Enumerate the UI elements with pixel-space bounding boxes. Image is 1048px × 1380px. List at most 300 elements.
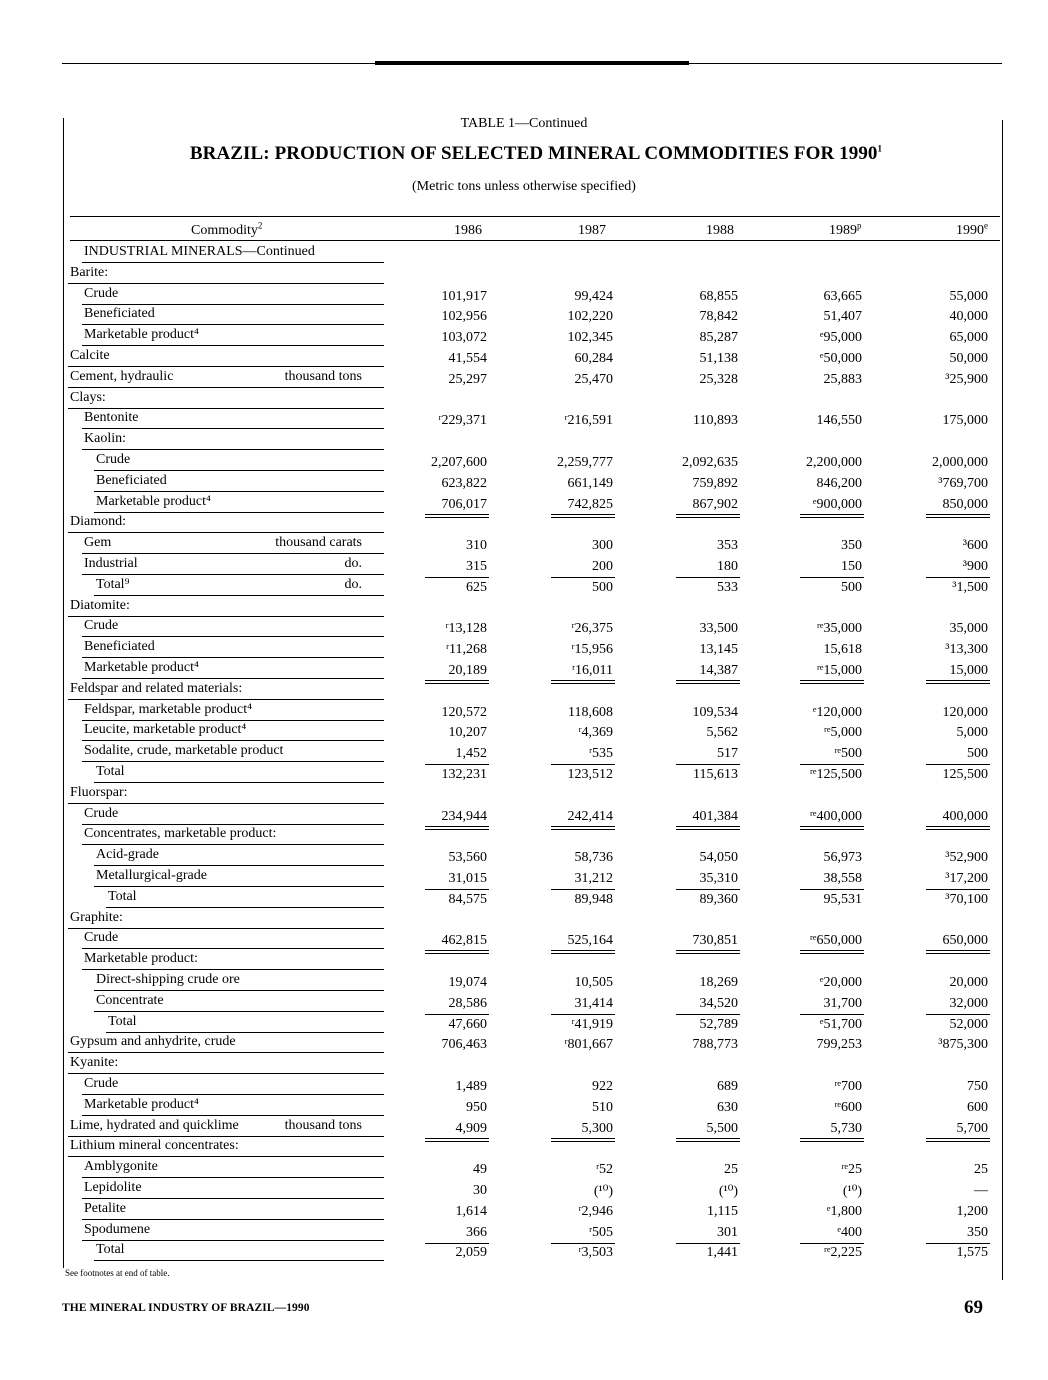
commodity-name: Feldspar, marketable product⁴: [84, 701, 252, 717]
commodity-name: Crude: [84, 805, 119, 821]
table-row: [0, 658, 1048, 678]
table-row: [0, 596, 1048, 616]
value-cell: ᵉ900,000: [812, 496, 862, 512]
value-cell: 922: [592, 1079, 613, 1094]
value-cell: ʳ13,128: [445, 621, 487, 637]
value-cell: ³13,300: [945, 642, 988, 658]
value-cell: 850,000: [942, 496, 988, 512]
value-cell: 600: [967, 1099, 988, 1115]
table-row: [0, 1157, 1048, 1177]
value-cell: 25: [724, 1162, 738, 1178]
value-cell: 51,407: [823, 309, 862, 325]
value-cell: 200: [592, 559, 613, 574]
value-cell: 706,017: [441, 496, 487, 512]
value-cell: ᵉ50,000: [819, 351, 862, 366]
title-text: BRAZIL: PRODUCTION OF SELECTED MINERAL COMMODITIES FOR 1990: [189, 143, 878, 164]
value-cell: —: [974, 1183, 988, 1198]
value-cell: ʳᵉ700: [834, 1079, 862, 1094]
table-row: [0, 1240, 1048, 1260]
commodity-name: Gem: [84, 535, 112, 551]
value-cell: 146,550: [816, 413, 862, 429]
value-cell: 31,015: [448, 871, 487, 886]
commodity-name: Beneficiated: [96, 472, 167, 488]
commodity-name: Marketable product⁴: [96, 493, 211, 509]
value-cell: 68,855: [699, 288, 738, 304]
value-cell: ʳᵉ25: [841, 1162, 862, 1178]
table-row: [0, 804, 1048, 824]
value-cell: 867,902: [692, 496, 738, 512]
value-cell: 5,300: [581, 1120, 613, 1136]
value-cell: 730,851: [692, 933, 738, 949]
value-cell: 25: [974, 1162, 988, 1178]
unit-label: thousand tons: [284, 1117, 362, 1133]
value-cell: 1,441: [706, 1245, 738, 1261]
value-cell: ʳᵉ650,000: [809, 933, 862, 949]
commodity-name: Graphite:: [70, 909, 123, 925]
value-cell: (¹⁰): [842, 1184, 862, 1199]
commodity-name: Crude: [84, 1076, 119, 1091]
value-cell: 54,050: [699, 850, 738, 866]
value-cell: 2,207,600: [431, 455, 487, 470]
subtitle: (Metric tons unless otherwise specified): [412, 179, 636, 194]
value-cell: ᵉ400: [837, 1224, 862, 1240]
value-cell: 2,092,635: [682, 455, 738, 470]
value-cell: 10,207: [448, 725, 487, 741]
value-cell: 120,572: [441, 704, 487, 720]
value-cell: (¹⁰): [718, 1184, 738, 1199]
table-row: [0, 928, 1048, 948]
value-cell: 31,212: [574, 871, 613, 886]
value-cell: ʳᵉ500: [834, 746, 862, 762]
value-cell: 50,000: [949, 351, 988, 366]
value-cell: 102,345: [567, 330, 613, 346]
value-cell: 89,360: [699, 891, 738, 907]
table-row: [0, 284, 1048, 304]
value-cell: 661,149: [567, 475, 613, 491]
table-row: [0, 1074, 1048, 1094]
commodity-name: Marketable product⁴: [84, 1096, 199, 1112]
value-cell: 1,200: [956, 1203, 988, 1219]
commodity-name: Lepidolite: [84, 1180, 142, 1195]
value-cell: 400,000: [942, 808, 988, 824]
table-row: [0, 408, 1048, 428]
value-cell: ʳᵉ400,000: [809, 808, 862, 824]
commodity-name: Feldspar and related materials:: [70, 680, 243, 696]
value-cell: 78,842: [699, 309, 738, 325]
value-cell: 95,531: [823, 891, 862, 907]
commodity-name: Industrial: [84, 556, 138, 571]
value-cell: ʳ52: [595, 1162, 613, 1178]
commodity-name: Cement, hydraulic: [70, 368, 174, 384]
value-cell: 2,000,000: [932, 455, 988, 470]
value-cell: ʳ801,667: [564, 1037, 613, 1053]
value-cell: ʳ2,946: [578, 1203, 613, 1219]
value-cell: 84,575: [448, 891, 487, 907]
value-cell: 47,660: [448, 1016, 487, 1032]
value-cell: 32,000: [949, 995, 988, 1011]
value-cell: 401,384: [692, 808, 738, 824]
value-cell: 125,500: [942, 767, 988, 782]
value-cell: ᵉ51,700: [819, 1016, 862, 1032]
value-cell: ³1,500: [952, 579, 988, 595]
value-cell: 350: [841, 538, 862, 554]
commodity-name: Bentonite: [84, 410, 139, 426]
value-cell: ³52,900: [945, 850, 988, 866]
value-cell: ʳ26,375: [571, 621, 613, 637]
table-row: [0, 512, 1048, 532]
value-cell: 120,000: [942, 704, 988, 720]
value-cell: 533: [717, 579, 738, 595]
value-cell: ʳᵉ600: [834, 1099, 862, 1115]
value-cell: 53,560: [448, 850, 487, 866]
value-cell: 33,500: [699, 621, 738, 637]
value-cell: 500: [841, 579, 862, 595]
table-row: [0, 1053, 1048, 1073]
table-row: [0, 741, 1048, 761]
value-cell: 20,000: [949, 975, 988, 990]
commodity-label: Commodity: [191, 223, 258, 238]
value-cell: 1,575: [956, 1245, 988, 1261]
commodity-name: Beneficiated: [84, 306, 155, 322]
value-cell: 2,200,000: [806, 455, 862, 470]
unit-label: thousand tons: [284, 368, 362, 384]
commodity-name: Lime, hydrated and quicklime: [70, 1117, 239, 1133]
value-cell: ʳᵉ35,000: [816, 621, 862, 637]
value-cell: 2,259,777: [557, 455, 613, 470]
value-cell: 5,500: [706, 1120, 738, 1136]
table-row: [0, 575, 1048, 595]
page-number: 69: [964, 1297, 983, 1318]
value-cell: 85,287: [699, 330, 738, 346]
table-row: [0, 554, 1048, 574]
value-cell: 19,074: [448, 975, 487, 990]
footnote: See footnotes at end of table.: [65, 1268, 170, 1278]
value-cell: 301: [717, 1224, 738, 1240]
value-cell: 35,310: [699, 871, 738, 886]
value-cell: ³17,200: [945, 871, 988, 886]
value-cell: 350: [967, 1224, 988, 1240]
value-cell: ³25,900: [945, 371, 988, 387]
commodity-name: Crude: [84, 930, 119, 946]
value-cell: 56,973: [823, 850, 862, 866]
unit-label: do.: [344, 556, 362, 571]
value-cell: 102,956: [441, 309, 487, 325]
year-1989-mark: p: [857, 220, 862, 231]
value-cell: (¹⁰): [593, 1184, 613, 1199]
value-cell: ʳ41,919: [571, 1016, 613, 1032]
year-1990-mark: e: [984, 220, 988, 231]
value-cell: 115,613: [693, 767, 738, 782]
commodity-name: Sodalite, crude, marketable product: [84, 743, 284, 759]
commodity-name: Kyanite:: [70, 1055, 119, 1071]
table-row: [0, 325, 1048, 345]
table-row: [0, 949, 1048, 969]
value-cell: 366: [466, 1224, 487, 1240]
commodity-name: Crude: [84, 618, 119, 634]
table-row: [0, 450, 1048, 470]
value-cell: 60,284: [574, 351, 613, 366]
value-cell: 38,558: [823, 871, 862, 886]
value-cell: ʳᵉ125,500: [809, 767, 862, 782]
unit-label: thousand carats: [275, 535, 362, 551]
table-row: [0, 991, 1048, 1011]
table-row: [0, 346, 1048, 366]
value-cell: 31,700: [823, 995, 862, 1011]
value-cell: ʳ11,268: [445, 642, 487, 658]
table-row: [0, 679, 1048, 699]
value-cell: 1,452: [455, 746, 487, 762]
value-cell: 759,892: [692, 475, 738, 491]
commodity-footnote-mark: 2: [257, 220, 263, 231]
value-cell: 110,893: [693, 413, 738, 429]
value-cell: 300: [592, 538, 613, 554]
table-row: [0, 1012, 1048, 1032]
commodity-name: Crude: [96, 452, 131, 467]
commodity-name: Calcite: [70, 348, 110, 363]
value-cell: ʳ4,369: [578, 725, 613, 741]
unit-label: do.: [344, 576, 362, 592]
value-cell: ʳᵉ15,000: [816, 663, 862, 678]
value-cell: ᵉ20,000: [819, 975, 862, 990]
value-cell: 5,000: [956, 725, 988, 741]
value-cell: 525,164: [567, 933, 613, 949]
table-row: [0, 1032, 1048, 1052]
value-cell: 89,948: [574, 891, 613, 907]
running-title: THE MINERAL INDUSTRY OF BRAZIL—1990: [62, 1302, 310, 1314]
commodity-name: Beneficiated: [84, 639, 155, 655]
value-cell: ³900: [962, 559, 988, 574]
value-cell: 625: [466, 579, 487, 595]
value-cell: 118,608: [568, 704, 613, 720]
value-cell: 517: [717, 746, 738, 762]
commodity-name: Lithium mineral concentrates:: [70, 1138, 239, 1154]
value-cell: ᵉ1,800: [826, 1203, 862, 1219]
value-cell: 40,000: [949, 309, 988, 325]
commodity-name: Concentrate: [96, 992, 164, 1008]
value-cell: 35,000: [949, 621, 988, 637]
value-cell: ʳ535: [588, 746, 613, 762]
table-row: [0, 720, 1048, 740]
value-cell: 102,220: [567, 309, 613, 325]
table-row: [0, 908, 1048, 928]
commodity-name: Marketable product:: [84, 951, 198, 967]
table-row: [0, 1199, 1048, 1219]
value-cell: 242,414: [567, 808, 613, 824]
value-cell: ³875,300: [938, 1037, 988, 1053]
commodity-name: Total: [96, 764, 125, 779]
column-header-1988: 1988: [706, 223, 734, 238]
value-cell: 510: [592, 1099, 613, 1115]
table-row: [0, 1220, 1048, 1240]
value-cell: 109,534: [692, 704, 738, 720]
commodity-name: Fluorspar:: [70, 784, 128, 800]
commodity-name: Direct-shipping crude ore: [96, 972, 240, 987]
table-row: [0, 1116, 1048, 1136]
table-row: [0, 866, 1048, 886]
value-cell: 55,000: [949, 288, 988, 304]
table-row: [0, 242, 1048, 262]
table-row: [0, 367, 1048, 387]
value-cell: 30: [473, 1183, 487, 1198]
value-cell: 25,883: [823, 371, 862, 387]
table-row: [0, 492, 1048, 512]
value-cell: 950: [466, 1099, 487, 1115]
value-cell: 650,000: [942, 933, 988, 949]
commodity-name: Marketable product⁴: [84, 660, 199, 675]
table-row: [0, 304, 1048, 324]
value-cell: 180: [717, 559, 738, 574]
value-cell: 750: [967, 1079, 988, 1094]
value-cell: 99,424: [574, 288, 613, 304]
value-cell: 462,815: [441, 933, 487, 949]
value-cell: 15,618: [823, 642, 862, 658]
table-row: [0, 429, 1048, 449]
commodity-name: Amblygonite: [84, 1159, 158, 1175]
title-footnote-mark: 1: [877, 143, 883, 154]
commodity-name: Concentrates, marketable product:: [84, 826, 277, 842]
value-cell: 5,562: [706, 725, 738, 741]
value-cell: 25,297: [448, 371, 487, 387]
value-cell: ³70,100: [945, 891, 988, 907]
value-cell: 4,909: [455, 1120, 487, 1136]
value-cell: 41,554: [448, 351, 487, 366]
value-cell: 63,665: [823, 288, 862, 304]
table-row: [0, 616, 1048, 636]
row-rule: [94, 1260, 384, 1261]
commodity-name: Metallurgical-grade: [96, 868, 207, 883]
table-row: [0, 1095, 1048, 1115]
commodity-name: Gypsum and anhydrite, crude: [70, 1034, 236, 1050]
commodity-name: Spodumene: [84, 1221, 151, 1237]
value-cell: 788,773: [692, 1037, 738, 1053]
value-cell: 706,463: [441, 1037, 487, 1053]
table-row: [0, 533, 1048, 553]
value-cell: 20,189: [448, 663, 487, 678]
value-cell: 315: [466, 559, 487, 574]
table-row: [0, 845, 1048, 865]
value-cell: ʳᵉ2,225: [823, 1245, 862, 1261]
value-cell: 623,822: [441, 475, 487, 491]
commodity-name: Petalite: [84, 1200, 126, 1216]
value-cell: 1,489: [455, 1079, 487, 1094]
year-1990-label: 1990: [956, 223, 984, 238]
value-cell: ʳ505: [588, 1224, 613, 1240]
value-cell: 689: [717, 1079, 738, 1094]
value-cell: 123,512: [567, 767, 613, 782]
value-cell: 799,253: [816, 1037, 862, 1053]
commodity-name: Leucite, marketable product⁴: [84, 722, 247, 738]
commodity-name: Acid-grade: [96, 847, 159, 863]
commodity-name: Total: [96, 1242, 125, 1258]
value-cell: 103,072: [441, 330, 487, 346]
value-cell: 2,059: [455, 1245, 487, 1261]
value-cell: ʳ229,371: [438, 413, 487, 429]
value-cell: 49: [473, 1162, 487, 1178]
table-row: [0, 388, 1048, 408]
table-row: [0, 762, 1048, 782]
value-cell: 34,520: [699, 995, 738, 1011]
value-cell: 13,145: [699, 642, 738, 658]
commodity-name: Diamond:: [70, 514, 126, 530]
value-cell: ᵉ95,000: [819, 330, 862, 346]
table-row: [0, 1178, 1048, 1198]
table-label: TABLE 1—Continued: [460, 116, 588, 131]
commodity-name: Clays:: [70, 389, 106, 405]
commodity-name: Crude: [84, 285, 119, 301]
value-cell: 52,789: [699, 1016, 738, 1032]
commodity-name: Total: [108, 1013, 137, 1029]
value-cell: 500: [967, 746, 988, 762]
value-cell: ᵉ120,000: [812, 704, 862, 720]
table-row: [0, 783, 1048, 803]
table-row: [0, 637, 1048, 657]
value-cell: 5,700: [956, 1120, 988, 1136]
table-row: [0, 471, 1048, 491]
value-cell: 31,414: [574, 995, 613, 1011]
commodity-name: Total⁹: [96, 576, 130, 592]
value-cell: ʳ15,956: [571, 642, 613, 658]
value-cell: 10,505: [574, 975, 613, 990]
value-cell: 101,917: [441, 288, 487, 304]
value-cell: 18,269: [699, 975, 738, 990]
value-cell: ³769,700: [938, 475, 988, 491]
value-cell: 132,231: [441, 767, 487, 782]
value-cell: 28,586: [448, 995, 487, 1011]
value-cell: 65,000: [949, 330, 988, 346]
value-cell: ʳ216,591: [564, 413, 613, 429]
year-1989-label: 1989: [829, 223, 857, 238]
value-cell: 353: [717, 538, 738, 554]
table-row: [0, 263, 1048, 283]
value-cell: ³600: [962, 538, 988, 554]
column-header-1986: 1986: [454, 223, 482, 238]
commodity-name: Total: [108, 888, 137, 904]
value-cell: 15,000: [949, 663, 988, 678]
commodity-name: Diatomite:: [70, 597, 130, 613]
table-row: [0, 824, 1048, 844]
value-cell: 25,328: [699, 371, 738, 387]
value-cell: 5,730: [830, 1120, 862, 1136]
table-row: [0, 970, 1048, 990]
value-cell: 150: [841, 559, 862, 574]
column-header-1987: 1987: [578, 223, 606, 238]
value-cell: ʳ3,503: [578, 1245, 613, 1261]
value-cell: 1,115: [707, 1203, 738, 1219]
value-cell: ʳᵉ5,000: [823, 725, 862, 741]
value-cell: 742,825: [567, 496, 613, 512]
value-cell: 25,470: [574, 371, 613, 387]
value-cell: 310: [466, 538, 487, 554]
value-cell: 52,000: [949, 1016, 988, 1032]
value-cell: 51,138: [699, 351, 738, 366]
value-cell: 234,944: [441, 808, 487, 824]
commodity-name: INDUSTRIAL MINERALS—Continued: [84, 244, 315, 259]
value-cell: 58,736: [574, 850, 613, 866]
value-cell: 846,200: [816, 475, 862, 491]
table-row: [0, 1136, 1048, 1156]
table-row: [0, 887, 1048, 907]
value-cell: 1,614: [455, 1203, 487, 1219]
value-cell: 175,000: [942, 413, 988, 429]
table-row: [0, 700, 1048, 720]
commodity-name: Kaolin:: [84, 431, 126, 447]
value-cell: ʳ16,011: [571, 663, 613, 678]
value-cell: 14,387: [699, 663, 738, 678]
value-cell: 630: [717, 1099, 738, 1115]
commodity-name: Barite:: [70, 264, 109, 280]
value-cell: 500: [592, 579, 613, 595]
commodity-name: Marketable product⁴: [84, 327, 199, 343]
